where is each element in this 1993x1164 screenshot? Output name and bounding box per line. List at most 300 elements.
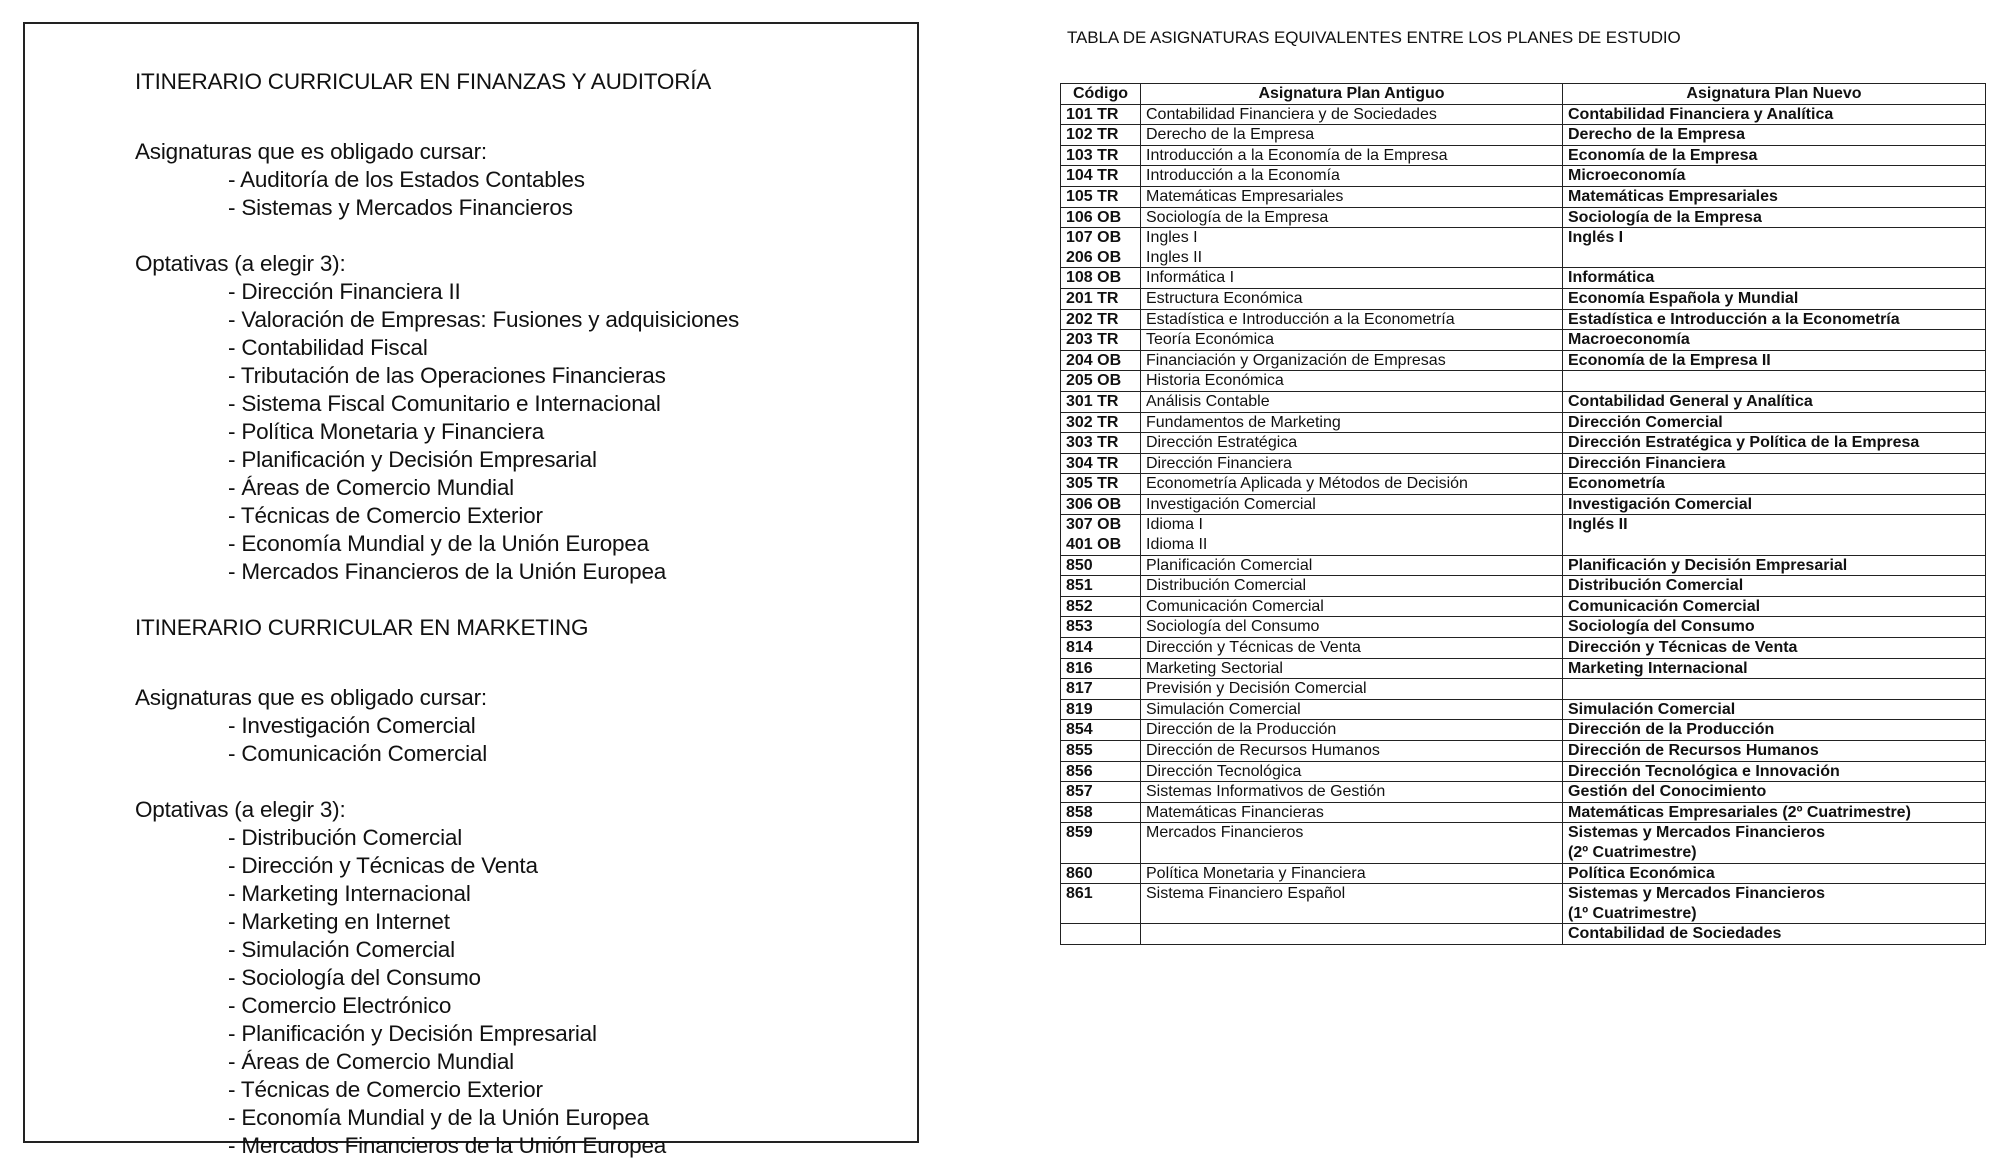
cell-line: Sistemas Informativos de Gestión [1146,783,1386,801]
row-old-subject [1141,596,1563,617]
cell-line: 203 TR [1066,331,1119,349]
cell-line: Contabilidad Financiera y de Sociedades [1146,105,1437,123]
row-new-subject [1563,330,1986,351]
row-code [1061,823,1141,863]
row-code [1061,884,1141,924]
table-row [1061,186,1986,207]
list-item: - Planificación y Decisión Empresarial [228,447,597,472]
row-old-subject [1141,207,1563,228]
cell-line: Idioma II [1146,536,1208,554]
cell-line: Sistemas y Mercados Financieros [1568,824,1825,842]
row-code [1061,658,1141,679]
cell-line: 205 OB [1066,372,1122,390]
cell-line: Matemáticas Financieras [1146,803,1324,821]
list-item: - Valoración de Empresas: Fusiones y adquisiciones [228,307,740,332]
equivalence-table [1060,83,1986,945]
row-code [1061,515,1141,555]
list-item: - Áreas de Comercio Mundial [228,475,514,500]
row-code [1061,863,1141,884]
cell-line: Sistema Financiero Español [1146,885,1346,903]
row-old-subject [1141,924,1563,945]
list-item: - Política Monetaria y Financiera [228,419,545,444]
table-row [1061,638,1986,659]
row-code [1061,309,1141,330]
row-new-subject [1563,679,1986,700]
row-code [1061,576,1141,597]
row-code [1061,145,1141,166]
row-new-subject [1563,228,1986,268]
cell-line: Economía de la Empresa [1568,146,1758,164]
cell-line: Microeconomía [1568,167,1686,185]
itinerary-box [23,22,919,1158]
list-item: - Mercados Financieros de la Unión Europea [228,1133,667,1158]
cell-line: 858 [1066,803,1093,821]
table-row [1061,802,1986,823]
row-new-subject [1563,288,1986,309]
table-row [1061,924,1986,945]
cell-line: 201 TR [1066,289,1119,307]
cell-line: Dirección Financiera [1568,454,1726,472]
finanzas-optional-list [135,278,905,586]
row-code [1061,186,1141,207]
row-new-subject [1563,309,1986,330]
table-row [1061,433,1986,454]
row-old-subject [1141,268,1563,289]
row-old-subject [1141,228,1563,268]
table-row [1061,228,1986,268]
row-code [1061,433,1141,454]
row-old-subject [1141,782,1563,803]
cell-line: Matemáticas Empresariales [1146,187,1344,205]
cell-line: 105 TR [1066,187,1119,205]
row-old-subject [1141,104,1563,125]
row-code [1061,638,1141,659]
row-code [1061,494,1141,515]
cell-line: 856 [1066,762,1093,780]
cell-line: Planificación Comercial [1146,556,1313,574]
row-code [1061,782,1141,803]
row-code [1061,228,1141,268]
cell-line: Dirección de la Producción [1146,721,1337,739]
row-new-subject [1563,350,1986,371]
row-old-subject [1141,658,1563,679]
row-new-subject [1563,166,1986,187]
cell-line: Política Monetaria y Financiera [1146,864,1366,882]
finanzas-required-label: Asignaturas que es obligado cursar: [135,139,487,164]
cell-line: Financiación y Organización de Empresas [1146,351,1446,369]
cell-line: Gestión del Conocimiento [1568,783,1767,801]
table-row [1061,330,1986,351]
cell-line: Dirección y Técnicas de Venta [1568,639,1798,657]
header-old-plan: Asignatura Plan Antiguo [1141,84,1563,105]
table-row [1061,391,1986,412]
cell-line: Estadística e Introducción a la Econometría [1146,310,1455,328]
cell-line: 817 [1066,680,1093,698]
row-old-subject [1141,863,1563,884]
row-code [1061,617,1141,638]
row-old-subject [1141,638,1563,659]
row-new-subject [1563,761,1986,782]
list-item: - Áreas de Comercio Mundial [228,1049,514,1074]
cell-line: Dirección de la Producción [1568,721,1775,739]
row-old-subject [1141,433,1563,454]
cell-line: Contabilidad Financiera y Analítica [1568,105,1834,123]
row-new-subject [1563,433,1986,454]
cell-line: 107 OB [1066,229,1122,247]
list-item: - Economía Mundial y de la Unión Europea [228,531,649,556]
row-code [1061,268,1141,289]
table-row [1061,555,1986,576]
cell-line: 814 [1066,639,1093,657]
cell-line: 304 TR [1066,454,1119,472]
row-code [1061,720,1141,741]
row-new-subject [1563,268,1986,289]
cell-line: 851 [1066,577,1093,595]
itinerary-content [135,68,905,1160]
cell-line: Simulación Comercial [1568,700,1736,718]
row-new-subject [1563,186,1986,207]
row-new-subject [1563,125,1986,146]
row-code [1061,288,1141,309]
cell-line: 206 OB [1066,248,1122,266]
cell-line: 854 [1066,721,1093,739]
row-new-subject [1563,924,1986,945]
cell-line: Sociología del Consumo [1568,618,1755,636]
cell-line: 401 OB [1066,536,1122,554]
cell-line: Mercados Financieros [1146,824,1304,842]
list-item: - Técnicas de Comercio Exterior [228,503,543,528]
cell-line: Sociología del Consumo [1146,618,1320,636]
cell-line [1146,924,1557,944]
cell-line: Idioma I [1146,516,1203,534]
cell-line: Econometría [1568,475,1665,493]
row-new-subject [1563,617,1986,638]
cell-line: Introducción a la Economía de la Empresa [1146,146,1448,164]
table-row [1061,145,1986,166]
table-row [1061,494,1986,515]
cell-line: Derecho de la Empresa [1146,126,1315,144]
cell-line: Econometría Aplicada y Métodos de Decisión [1146,475,1468,493]
cell-line: Introducción a la Economía [1146,167,1340,185]
row-old-subject [1141,741,1563,762]
list-item: - Mercados Financieros de la Unión Europea [228,559,667,584]
table-row [1061,371,1986,392]
list-item: - Dirección y Técnicas de Venta [228,853,538,878]
row-old-subject [1141,617,1563,638]
row-new-subject [1563,453,1986,474]
table-row [1061,453,1986,474]
table-row [1061,679,1986,700]
table-caption: TABLA DE ASIGNATURAS EQUIVALENTES ENTRE LOS PLANES DE ESTUDIO [1067,28,1681,47]
list-item: - Técnicas de Comercio Exterior [228,1077,543,1102]
cell-line: 852 [1066,597,1093,615]
cell-line: Macroeconomía [1568,331,1690,349]
cell-line: Informática [1568,269,1655,287]
cell-line: Ingles I [1146,229,1198,247]
cell-line: Fundamentos de Marketing [1146,413,1341,431]
table-row [1061,309,1986,330]
cell-line: 816 [1066,659,1093,677]
cell-line: 860 [1066,864,1093,882]
row-new-subject [1563,720,1986,741]
cell-line: Investigación Comercial [1146,495,1316,513]
row-old-subject [1141,884,1563,924]
table-row [1061,761,1986,782]
row-code [1061,761,1141,782]
table-header-row [1061,84,1986,105]
cell-line: 853 [1066,618,1093,636]
table-row [1061,596,1986,617]
finanzas-optional-label: Optativas (a elegir 3): [135,251,346,276]
table-body [1061,104,1986,944]
table-row [1061,720,1986,741]
cell-line: 202 TR [1066,310,1119,328]
table-row [1061,863,1986,884]
cell-line: (1º Cuatrimestre) [1568,904,1697,922]
cell-line: 103 TR [1066,146,1119,164]
row-code [1061,207,1141,228]
cell-line: 102 TR [1066,126,1119,144]
row-new-subject [1563,782,1986,803]
cell-line: Estructura Económica [1146,289,1303,307]
cell-line: 859 [1066,824,1093,842]
cell-line: Matemáticas Empresariales [1568,187,1778,205]
cell-line: Distribución Comercial [1568,577,1744,595]
table-row [1061,166,1986,187]
marketing-required-list [135,712,905,768]
row-old-subject [1141,761,1563,782]
list-item: - Sistemas y Mercados Financieros [228,195,573,220]
header-new-plan: Asignatura Plan Nuevo [1563,84,1986,105]
header-code: Código [1061,84,1141,105]
table-row [1061,576,1986,597]
table-row [1061,782,1986,803]
row-old-subject [1141,391,1563,412]
marketing-required-label: Asignaturas que es obligado cursar: [135,685,487,710]
row-new-subject [1563,741,1986,762]
cell-line: 108 OB [1066,269,1122,287]
cell-line: Matemáticas Empresariales (2º Cuatrimestre) [1568,803,1911,821]
row-new-subject [1563,145,1986,166]
table-row [1061,412,1986,433]
row-new-subject [1563,555,1986,576]
row-code [1061,596,1141,617]
cell-line: Dirección de Recursos Humanos [1146,742,1380,759]
cell-line: Dirección de Recursos Humanos [1568,742,1819,759]
cell-line: Ingles II [1146,248,1203,266]
cell-line: Comunicación Comercial [1568,597,1761,615]
row-old-subject [1141,288,1563,309]
row-old-subject [1141,555,1563,576]
list-item: - Comercio Electrónico [228,993,452,1018]
cell-line [1568,679,1980,699]
cell-line: Contabilidad de Sociedades [1568,925,1782,943]
row-old-subject [1141,802,1563,823]
row-old-subject [1141,576,1563,597]
row-old-subject [1141,309,1563,330]
cell-line: Dirección Financiera [1146,454,1292,472]
row-old-subject [1141,699,1563,720]
cell-line: Dirección Estratégica [1146,434,1298,452]
table-row [1061,741,1986,762]
cell-line: 855 [1066,742,1093,759]
row-new-subject [1563,863,1986,884]
cell-line: Dirección y Técnicas de Venta [1146,639,1361,657]
row-new-subject [1563,412,1986,433]
table-row [1061,658,1986,679]
cell-line: Sistemas y Mercados Financieros [1568,885,1825,903]
row-new-subject [1563,596,1986,617]
list-item: - Marketing en Internet [228,909,450,934]
row-old-subject [1141,145,1563,166]
row-new-subject [1563,884,1986,924]
cell-line: 306 OB [1066,495,1122,513]
marketing-optional-list [135,824,905,1160]
cell-line: Inglés I [1568,229,1624,247]
cell-line: Política Económica [1568,864,1715,882]
row-old-subject [1141,515,1563,555]
marketing-title: ITINERARIO CURRICULAR EN MARKETING [135,615,589,640]
list-item: - Economía Mundial y de la Unión Europea [228,1105,649,1130]
cell-line: Teoría Económica [1146,331,1275,349]
cell-line: 850 [1066,556,1093,574]
cell-line: Contabilidad General y Analítica [1568,392,1813,410]
cell-line: Simulación Comercial [1146,700,1301,718]
row-code [1061,741,1141,762]
row-old-subject [1141,494,1563,515]
cell-line: 106 OB [1066,208,1122,226]
cell-line: 301 TR [1066,392,1119,410]
table-row [1061,515,1986,555]
row-code [1061,699,1141,720]
cell-line: Historia Económica [1146,372,1284,390]
row-new-subject [1563,207,1986,228]
cell-line: 303 TR [1066,434,1119,452]
row-code [1061,412,1141,433]
cell-line: 857 [1066,783,1093,801]
cell-line: Distribución Comercial [1146,577,1307,595]
table-row [1061,884,1986,924]
row-old-subject [1141,166,1563,187]
row-old-subject [1141,412,1563,433]
cell-line: Investigación Comercial [1568,495,1753,513]
row-code [1061,802,1141,823]
row-code [1061,679,1141,700]
list-item: - Distribución Comercial [228,825,463,850]
row-new-subject [1563,391,1986,412]
marketing-optional-label: Optativas (a elegir 3): [135,797,346,822]
list-item: - Simulación Comercial [228,937,455,962]
list-item: - Sociología del Consumo [228,965,481,990]
cell-line: Previsión y Decisión Comercial [1146,680,1367,698]
cell-line: Dirección Comercial [1568,413,1723,431]
table-row [1061,104,1986,125]
row-old-subject [1141,720,1563,741]
list-item: - Tributación de las Operaciones Financieras [228,363,666,388]
row-code [1061,924,1141,945]
table-row [1061,350,1986,371]
row-new-subject [1563,474,1986,495]
list-item: - Planificación y Decisión Empresarial [228,1021,597,1046]
row-old-subject [1141,330,1563,351]
row-code [1061,453,1141,474]
list-item: - Contabilidad Fiscal [228,335,428,360]
row-code [1061,104,1141,125]
cell-line: Sociología de la Empresa [1146,208,1329,226]
finanzas-required-list [135,166,905,222]
cell-line: 819 [1066,700,1093,718]
cell-line [1066,924,1135,944]
row-new-subject [1563,638,1986,659]
cell-line: Marketing Sectorial [1146,659,1283,677]
table-row [1061,288,1986,309]
row-old-subject [1141,823,1563,863]
table-row [1061,268,1986,289]
row-new-subject [1563,823,1986,863]
row-code [1061,371,1141,392]
cell-line: Dirección Tecnológica e Innovación [1568,762,1840,780]
row-old-subject [1141,186,1563,207]
cell-line: 305 TR [1066,475,1119,493]
finanzas-title: ITINERARIO CURRICULAR EN FINANZAS Y AUDITORÍA [135,69,712,94]
cell-line: Economía de la Empresa II [1568,351,1771,369]
list-item: - Dirección Financiera II [228,279,461,304]
row-old-subject [1141,679,1563,700]
table-row [1061,823,1986,863]
table-row [1061,207,1986,228]
row-new-subject [1563,802,1986,823]
list-item: - Sistema Fiscal Comunitario e Internacional [228,391,661,416]
row-old-subject [1141,453,1563,474]
cell-line: Comunicación Comercial [1146,597,1324,615]
cell-line: 204 OB [1066,351,1122,369]
table-row [1061,474,1986,495]
row-new-subject [1563,494,1986,515]
row-code [1061,555,1141,576]
table-row [1061,125,1986,146]
list-item: - Auditoría de los Estados Contables [228,167,585,192]
cell-line: Dirección Estratégica y Política de la Empresa [1568,434,1920,452]
row-new-subject [1563,104,1986,125]
cell-line: Derecho de la Empresa [1568,126,1745,144]
row-code [1061,391,1141,412]
row-new-subject [1563,576,1986,597]
row-new-subject [1563,658,1986,679]
row-new-subject [1563,699,1986,720]
table-row [1061,699,1986,720]
row-new-subject [1563,371,1986,392]
cell-line: Economía Española y Mundial [1568,289,1799,307]
cell-line: (2º Cuatrimestre) [1568,843,1697,861]
cell-line: 101 TR [1066,105,1119,123]
cell-line: Análisis Contable [1146,392,1270,410]
row-old-subject [1141,350,1563,371]
table-row [1061,617,1986,638]
row-code [1061,166,1141,187]
row-old-subject [1141,474,1563,495]
list-item: - Marketing Internacional [228,881,471,906]
cell-line: Dirección Tecnológica [1146,762,1302,780]
cell-line: 104 TR [1066,167,1119,185]
cell-line: Estadística e Introducción a la Econometría [1568,310,1900,328]
row-code [1061,125,1141,146]
row-old-subject [1141,371,1563,392]
row-code [1061,474,1141,495]
list-item: - Comunicación Comercial [228,741,488,766]
row-old-subject [1141,125,1563,146]
row-code [1061,350,1141,371]
cell-line: 307 OB [1066,516,1122,534]
